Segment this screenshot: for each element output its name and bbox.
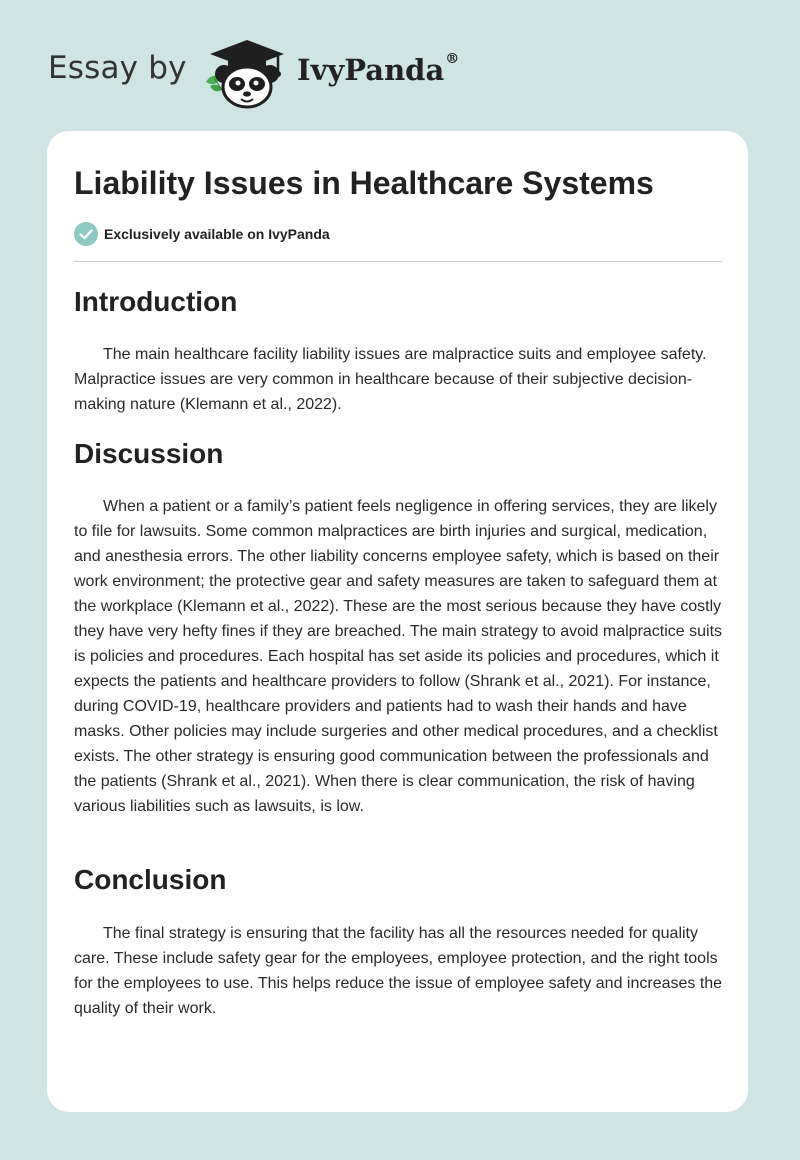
essay-card	[47, 131, 748, 1112]
check-circle-icon	[74, 222, 98, 246]
section-heading-discussion: Discussion	[74, 438, 224, 469]
site-header	[0, 0, 800, 130]
exclusive-badge	[74, 222, 330, 246]
section-paragraph-conclusion: The final strategy is ensuring that the facility has all the resources needed for quality care. These include safety gear for the employees, employee protection, and the right tools for the employees to use. This helps reduce the issue of employee safety and increases the quality of their work.	[74, 925, 723, 1017]
exclusive-badge-label: Exclusively available on IvyPanda	[104, 226, 330, 242]
ivypanda-logo-text[interactable]: IvyPanda®	[297, 51, 460, 87]
page-title: Liability Issues in Healthcare Systems	[74, 165, 654, 201]
section-paragraph-discussion: When a patient or a family’s patient feels negligence in offering services, they are likely to file for lawsuits. Some common malpractices are birth injuries and surgical, medication, and anesthesia errors. The other liability concerns employee safety, which is based on their work environment; the protective gear and safety measures are taken to safeguard them at the workplace (Klemann et al., 2022). These are the most serious because they have costly they have very hefty fines if they are breached. The main strategy to avoid malpractice suits is policies and procedures. Each hospital has set aside its policies and procedures, which it expects the patients and healthcare providers to follow (Shrank et al., 2021). For instance, during COVID-19, healthcare providers and patients had to wash their hands and have masks. Other policies may include surgeries and other medical procedures, and a checklist exists. The other strategy is ensuring good communication between the professionals and the patients (Shrank et al., 2021). When there is clear communication, the risk of having various liabilities such as lawsuits, is low.	[74, 498, 723, 815]
section-heading-introduction: Introduction	[74, 286, 238, 317]
section-heading-conclusion: Conclusion	[74, 864, 227, 895]
essay-by-label: Essay by	[48, 50, 187, 86]
title-divider	[74, 261, 722, 262]
panda-graduate-icon[interactable]	[200, 38, 295, 110]
section-paragraph-introduction: The main healthcare facility liability issues are malpractice suits and employee safety. Malpractice issues are very common in healthcare because of their subjective decision-making nature (Klemann et al., 2022).	[74, 346, 707, 413]
